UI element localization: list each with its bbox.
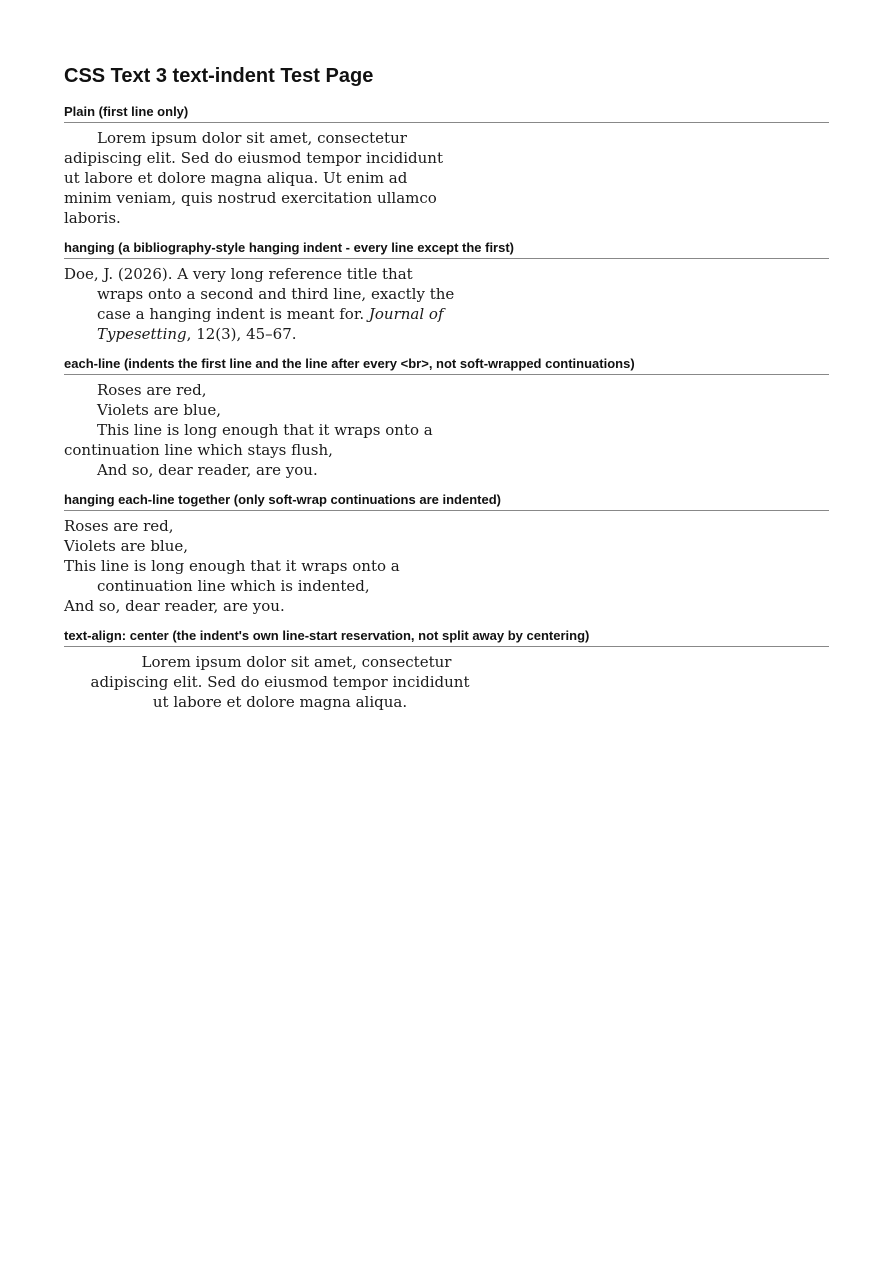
text-line: minim veniam, quis nostrud exercitation ullamco — [64, 189, 437, 207]
section-heading-plain: Plain (first line only) — [64, 103, 829, 123]
text-line: Violets are blue, — [97, 401, 222, 419]
text-fragment: , 12(3), 45–67. — [186, 325, 297, 343]
text-line — [64, 304, 496, 324]
section-heading-center: text-align: center (the indent's own line-start reservation, not split away by centering) — [64, 627, 829, 647]
text-line: Roses are red, — [64, 517, 174, 535]
text-line: wraps onto a second and third line, exactly the — [97, 285, 455, 303]
section-heading-hanging: hanging (a bibliography-style hanging indent - every line except the first) — [64, 239, 829, 259]
text-line: Roses are red, — [97, 381, 207, 399]
journal-name: Journal of — [368, 305, 444, 323]
text-line: adipiscing elit. Sed do eiusmod tempor incididunt — [90, 673, 470, 691]
text-line: Lorem ipsum dolor sit amet, consectetur — [141, 653, 452, 671]
section-heading-each-line: each-line (indents the first line and the line after every <br>, not soft-wrapped continuations) — [64, 355, 829, 375]
section-heading-hanging-each-line: hanging each-line together (only soft-wrap continuations are indented) — [64, 491, 829, 511]
sample-each-line — [64, 380, 496, 480]
text-line: laboris. — [64, 209, 121, 227]
text-line: This line is long enough that it wraps onto a — [64, 557, 400, 575]
sample-plain — [64, 128, 496, 228]
journal-name: Typesetting — [97, 325, 187, 343]
text-line — [64, 324, 496, 344]
text-fragment: case a hanging indent is meant for. — [97, 305, 369, 323]
sample-hanging — [64, 264, 496, 344]
text-line: continuation line which stays flush, — [64, 441, 333, 459]
text-line: Violets are blue, — [64, 537, 189, 555]
text-line: Lorem ipsum dolor sit amet, consectetur — [97, 129, 407, 147]
page-title: CSS Text 3 text-indent Test Page — [64, 65, 374, 87]
text-line: And so, dear reader, are you. — [97, 461, 318, 479]
text-line: And so, dear reader, are you. — [64, 597, 285, 615]
sample-center — [64, 652, 496, 712]
text-line: continuation line which is indented, — [97, 577, 370, 595]
text-line: Doe, J. (2026). A very long reference title that — [64, 265, 413, 283]
sample-hanging-each-line — [64, 516, 496, 616]
text-line: adipiscing elit. Sed do eiusmod tempor incididunt — [64, 149, 443, 167]
text-line: ut labore et dolore magna aliqua. Ut enim ad — [64, 169, 408, 187]
text-line: ut labore et dolore magna aliqua. — [152, 693, 408, 711]
text-line: This line is long enough that it wraps onto a — [97, 421, 433, 439]
